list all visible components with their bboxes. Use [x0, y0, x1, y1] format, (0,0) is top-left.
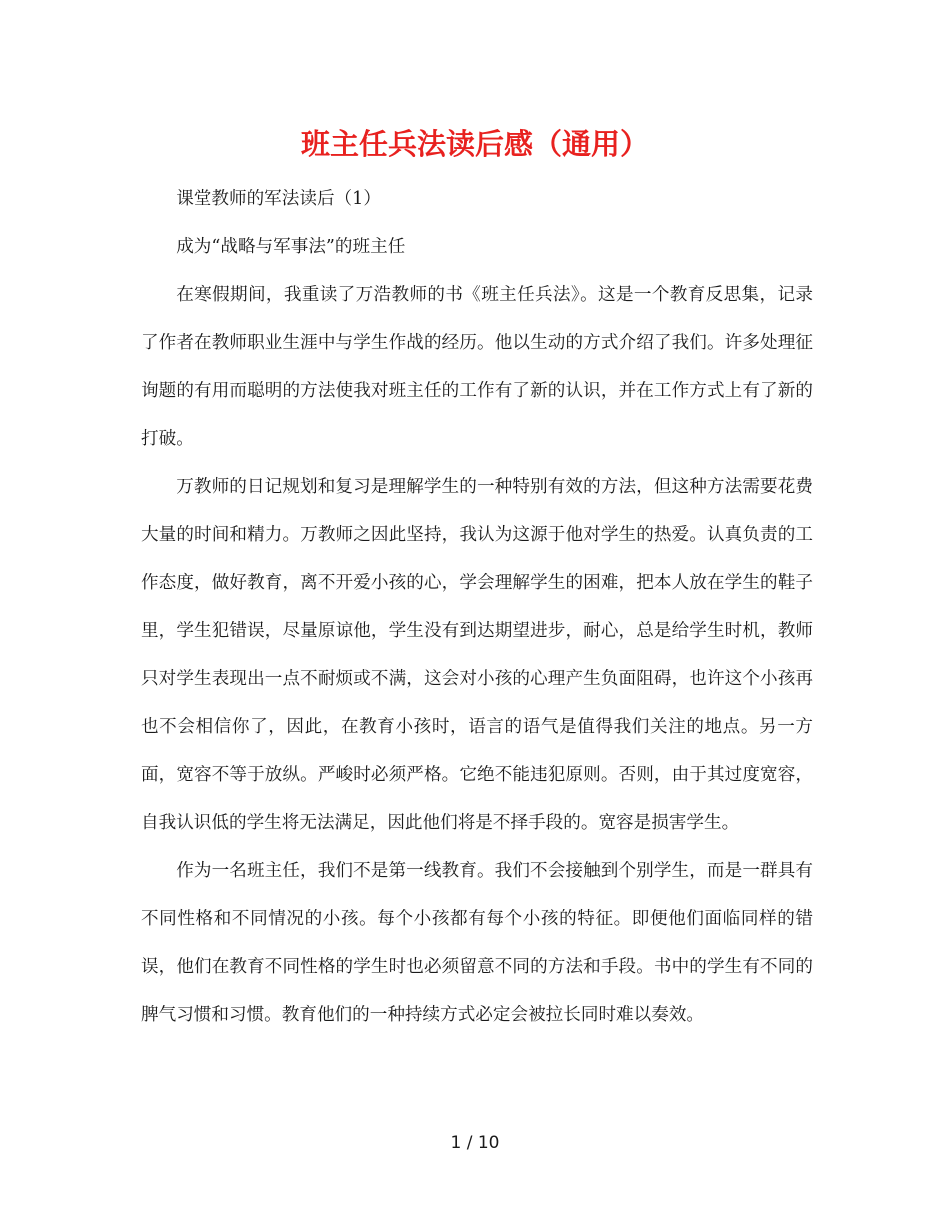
page-number: 1 / 10 — [450, 1133, 500, 1153]
document-title: 班主任兵法读后感（通用） — [300, 127, 649, 161]
body-paragraph: 作为一名班主任，我们不是第一线教育。我们不会接触到个别学生，而是一群具有不同性格和不同情况的小孩。每个小孩都有每个小孩的特征。即便他们面临同样的错误，他们在教育不同性格的学生时也必须留意不同的方法和手段。书中的学生有不同的脾气习惯和习惯。教育他们的一种持续方式必定会被拉长同时难以奏效。 — [141, 861, 813, 1025]
body-paragraph: 万教师的日记规划和复习是理解学生的一种特别有效的方法，但这种方法需要花费大量的时间和精力。万教师之因此坚持，我认为这源于他对学生的热爱。认真负责的工作态度，做好教育，离不开爱小孩的心，学会理解学生的困难，把本人放在学生的鞋子里，学生犯错误，尽量原谅他，学生没有到达期望进步，耐心，总是给学生时机，教师只对学生表现出一点不耐烦或不满，这会对小孩的心理产生负面阻碍，也许这个小孩再也不会相信你了，因此，在教育小孩时，语言的语气是值得我们关注的地点。另一方面，宽容不等于放纵。严峻时必须严格。它绝不能违犯原则。否则，由于其过度宽容，自我认识低的学生将无法满足，因此他们将是不择手段的。宽容是损害学生。 — [141, 477, 813, 833]
document-body — [141, 175, 813, 1039]
body-paragraph: 在寒假期间，我重读了万浩教师的书《班主任兵法》。这是一个教育反思集，记录了作者在教师职业生涯中与学生作战的经历。他以生动的方式介绍了我们。许多处理征询题的有用而聪明的方法使我对班主任的工作有了新的认识，并在工作方式上有了新的打破。 — [141, 285, 813, 449]
section-subheading: 成为“战略与军事法”的班主任 — [176, 237, 406, 257]
section-heading: 课堂教师的军法读后（1） — [176, 189, 381, 209]
